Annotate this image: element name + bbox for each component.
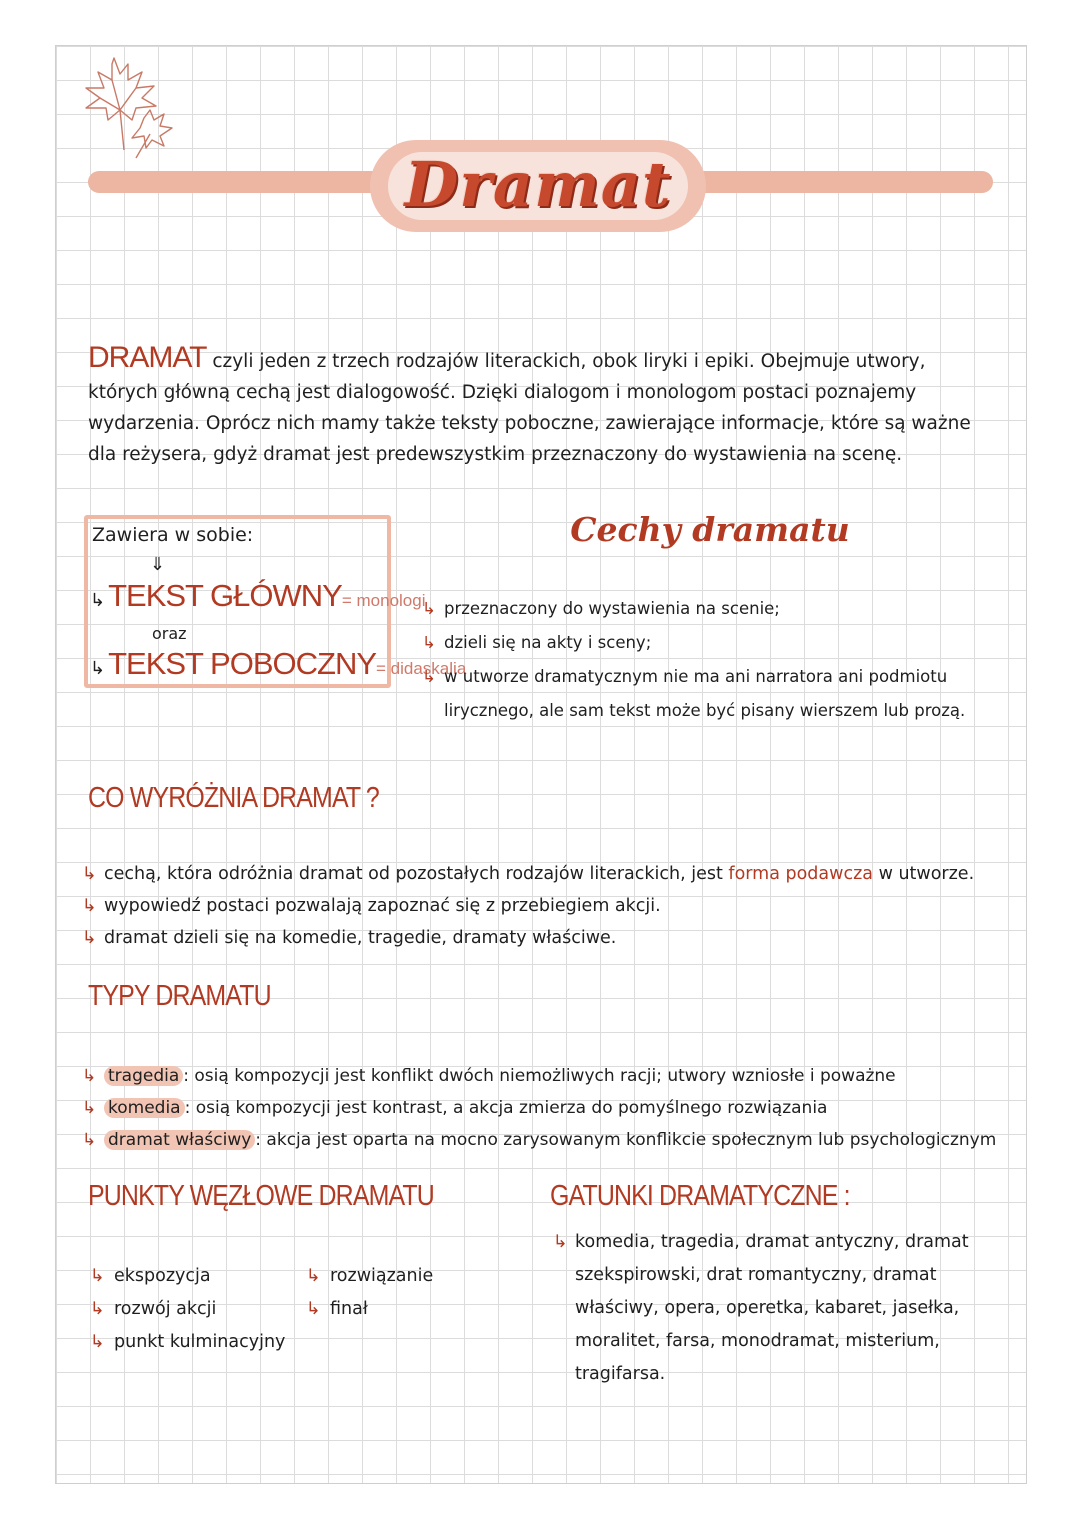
co-item1-b: w utworze. xyxy=(878,864,975,884)
list-item: ↳ finał xyxy=(306,1293,433,1326)
arrow-down-icon: ⇓ xyxy=(150,554,166,575)
list-item: ↳ punkt kulminacyjny xyxy=(90,1326,285,1359)
list-item xyxy=(82,858,1002,890)
gatunki-text: komedia, tragedia, dramat antyczny, dramat szekspirowski, drat romantyczny, dramat właściwy, opera, operetka, kabaret, jasełka, moralitet, farsa, monodramat, misterium, tragifarsa. xyxy=(575,1232,969,1384)
page-title: Dramat xyxy=(404,148,672,221)
list-item: ↳ przeznaczony do wystawienia na scenie; xyxy=(422,592,1012,626)
list-item: ↳ dzieli się na akty i sceny; xyxy=(422,626,1012,660)
gatunki-heading: GATUNKI DRAMATYCZNE : xyxy=(550,1180,850,1212)
typy-desc: : akcja jest oparta na mocno zarysowanym konflikcie społecznym lub psychologicznym xyxy=(255,1130,997,1150)
list-item xyxy=(82,1092,1022,1124)
intro-paragraph xyxy=(88,342,993,470)
list-item: ↳ wypowiedź postaci pozwalają zapoznać się z przebiegiem akcji. xyxy=(82,890,1002,922)
typy-desc: : osią kompozycji jest kontrast, a akcja zmierza do pomyślnego rozwiązania xyxy=(184,1098,828,1118)
co-item1-a: cechą, która odróżnia dramat od pozostałych rodzajów literackich, jest xyxy=(104,864,723,884)
box-label: Zawiera w sobie: xyxy=(92,524,254,546)
list-item xyxy=(82,1124,1022,1156)
cechy-list xyxy=(422,592,1012,728)
co-heading: CO WYRÓŻNIA DRAMAT ? xyxy=(88,782,379,814)
cechy-heading: Cechy dramatu xyxy=(570,510,850,549)
typy-list xyxy=(82,1060,1022,1156)
list-item: ↳ w utworze dramatycznym nie ma ani narratora ani podmiotu lirycznego, ale sam tekst może być pisany wierszem lub prozą. xyxy=(422,660,1012,728)
intro-text: czyli jeden z trzech rodzajów literackich, obok liryki i epiki. Obejmuje utwory, których główną cechą jest dialogowość. Dzięki dialogom i monologom postaci poznajemy wydarzenia. Oprócz nich mamy także teksty poboczne, zawierające informacje, które są ważne dla reżysera, gdyż dramat jest predewszystkim przeznaczony do wystawienia na scenę. xyxy=(88,351,971,465)
list-item: ↳ rozwój akcji xyxy=(90,1293,285,1326)
side-text-sub: = didaskalia xyxy=(376,659,467,678)
punkty-heading: PUNKTY WĘZŁOWE DRAMATU xyxy=(88,1180,434,1212)
typy-heading: TYPY DRAMATU xyxy=(88,980,271,1012)
co-item1-highlight: forma podawcza xyxy=(728,864,873,884)
maple-leaf-icon xyxy=(72,50,192,160)
list-item: ↳ ekspozycja xyxy=(90,1260,285,1293)
typy-term: dramat właściwy xyxy=(104,1130,255,1150)
oraz-label: oraz xyxy=(152,624,187,643)
typy-term: tragedia xyxy=(104,1066,183,1086)
arrow-icon: ↳ xyxy=(90,590,109,610)
punkty-list-col2 xyxy=(306,1260,433,1326)
co-list xyxy=(82,858,1002,954)
main-text-sub: = monologi xyxy=(341,591,426,610)
typy-term: komedia xyxy=(104,1098,185,1118)
main-text-label: TEKST GŁÓWNY xyxy=(108,578,342,613)
side-text-line xyxy=(90,646,466,682)
main-text-line xyxy=(90,578,425,614)
side-text-label: TEKST POBOCZNY xyxy=(108,646,377,681)
intro-keyword: DRAMAT xyxy=(88,341,207,374)
arrow-icon: ↳ xyxy=(90,658,109,678)
punkty-list-col1 xyxy=(90,1260,285,1359)
arrow-icon: ↳ xyxy=(553,1232,568,1252)
typy-desc: : osią kompozycji jest konflikt dwóch niemożliwych racji; utwory wzniosłe i poważne xyxy=(183,1066,896,1086)
list-item xyxy=(82,1060,1022,1092)
list-item: ↳ dramat dzieli się na komedie, tragedie, dramaty właściwe. xyxy=(82,922,1002,954)
list-item: ↳ rozwiązanie xyxy=(306,1260,433,1293)
